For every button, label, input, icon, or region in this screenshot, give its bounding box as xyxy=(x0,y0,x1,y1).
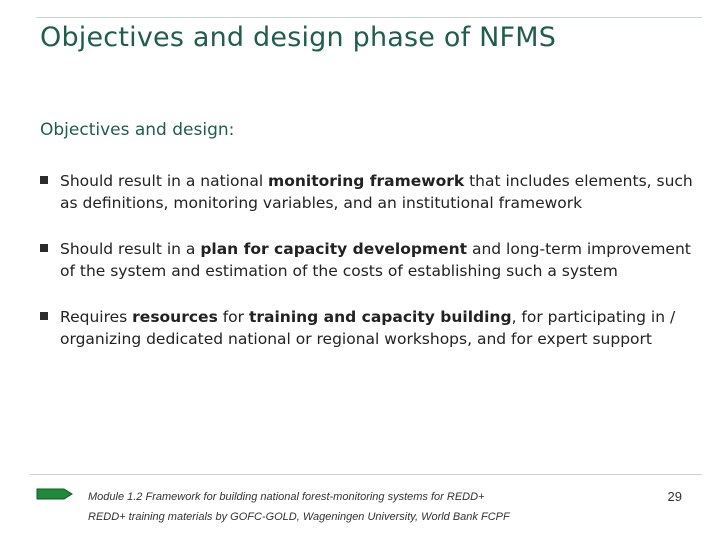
slide-title: Objectives and design phase of NFMS xyxy=(40,22,557,53)
bullet-text-bold: monitoring framework xyxy=(268,172,465,190)
bullet-text-segment: for xyxy=(217,308,249,326)
bullet-item xyxy=(40,306,700,350)
bullet-text xyxy=(60,308,675,348)
footer-module-line: Module 1.2 Framework for building national forest-monitoring systems for REDD+ xyxy=(88,491,485,503)
bullet-text-segment: and long-term improvement of the system and estimation of the costs of establishing such a system xyxy=(60,240,691,280)
header-divider xyxy=(36,17,702,18)
page-number: 29 xyxy=(667,489,682,504)
arrow-right-icon xyxy=(36,486,74,502)
square-bullet-icon xyxy=(40,244,48,252)
footer-text xyxy=(88,487,608,527)
bullet-text-segment: Should result in a xyxy=(60,240,201,258)
bullet-text-bold: training and capacity building xyxy=(248,308,512,326)
bullet-text xyxy=(60,240,691,280)
square-bullet-icon xyxy=(40,312,48,320)
slide-subtitle: Objectives and design: xyxy=(40,120,235,140)
bullet-text-segment: , for participating in / organizing dedicated national or regional workshops, and for expert support xyxy=(60,308,676,348)
bullet-text-segment: that includes elements, such as definitions, monitoring variables, and an institutional framework xyxy=(60,172,693,212)
square-bullet-icon xyxy=(40,176,48,184)
footer-divider xyxy=(30,474,702,475)
footer-credits-line: REDD+ training materials by GOFC-GOLD, Wageningen University, World Bank FCPF xyxy=(88,511,510,523)
bullet-text-segment: Should result in a national xyxy=(60,172,269,190)
bullet-text-bold: plan for capacity development xyxy=(200,240,468,258)
bullet-text xyxy=(60,172,693,212)
bullet-list xyxy=(40,170,700,350)
bullet-item xyxy=(40,170,700,214)
bullet-text-bold: resources xyxy=(132,308,218,326)
bullet-item xyxy=(40,238,700,282)
bullet-text-segment: Requires xyxy=(60,308,133,326)
